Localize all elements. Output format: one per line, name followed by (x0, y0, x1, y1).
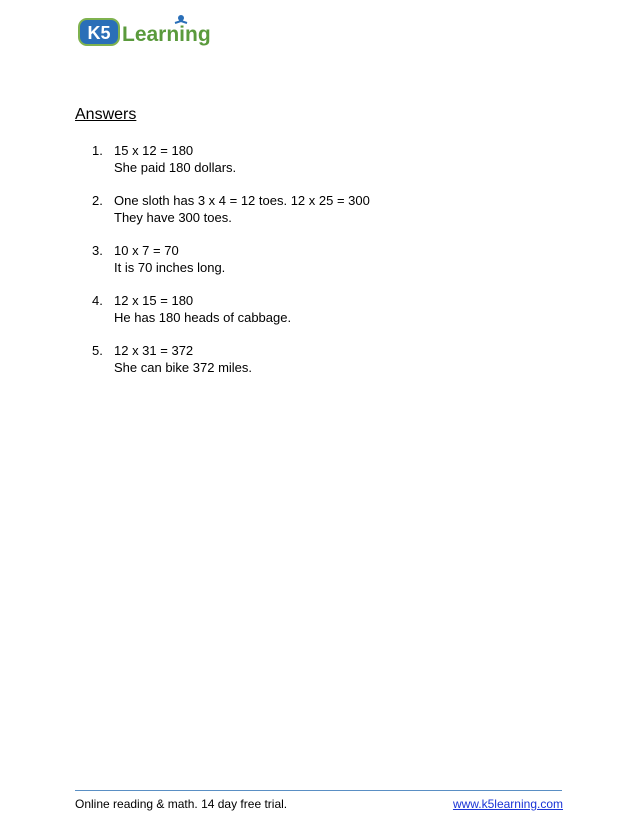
answer-list (92, 142, 532, 392)
footer-website-link[interactable]: www.k5learning.com (452, 797, 563, 811)
logo-k5-text: K5 (87, 23, 111, 43)
footer-divider (75, 790, 562, 791)
answer-equation: One sloth has 3 x 4 = 12 toes. 12 x 25 = 300 (114, 193, 370, 208)
answer-equation: 12 x 15 = 180 (114, 293, 194, 308)
footer-tagline: Online reading & math. 14 day free trial. (75, 797, 288, 811)
answer-sentence: He has 180 heads of cabbage. (114, 310, 292, 325)
answer-item-5 (92, 342, 532, 376)
answer-number: 5. (92, 343, 103, 358)
answer-item-1 (92, 142, 532, 176)
answer-item-2 (92, 192, 532, 226)
answer-number: 3. (92, 243, 103, 258)
k5-learning-logo (78, 14, 218, 50)
answers-heading: Answers (75, 106, 137, 123)
answer-item-4 (92, 292, 532, 326)
answer-number: 4. (92, 293, 103, 308)
answer-item-3 (92, 242, 532, 276)
answer-sentence: She can bike 372 miles. (114, 360, 253, 375)
k5-logo-graphic (78, 14, 218, 50)
answer-equation: 10 x 7 = 70 (114, 243, 179, 258)
answer-number: 2. (92, 193, 103, 208)
answer-equation: 15 x 12 = 180 (114, 143, 194, 158)
answer-sentence: She paid 180 dollars. (114, 160, 237, 175)
answer-sentence: It is 70 inches long. (114, 260, 226, 275)
answer-sentence: They have 300 toes. (114, 210, 232, 225)
answer-number: 1. (92, 143, 103, 158)
logo-learning-text: Learning (122, 23, 211, 46)
answer-equation: 12 x 31 = 372 (114, 343, 194, 358)
